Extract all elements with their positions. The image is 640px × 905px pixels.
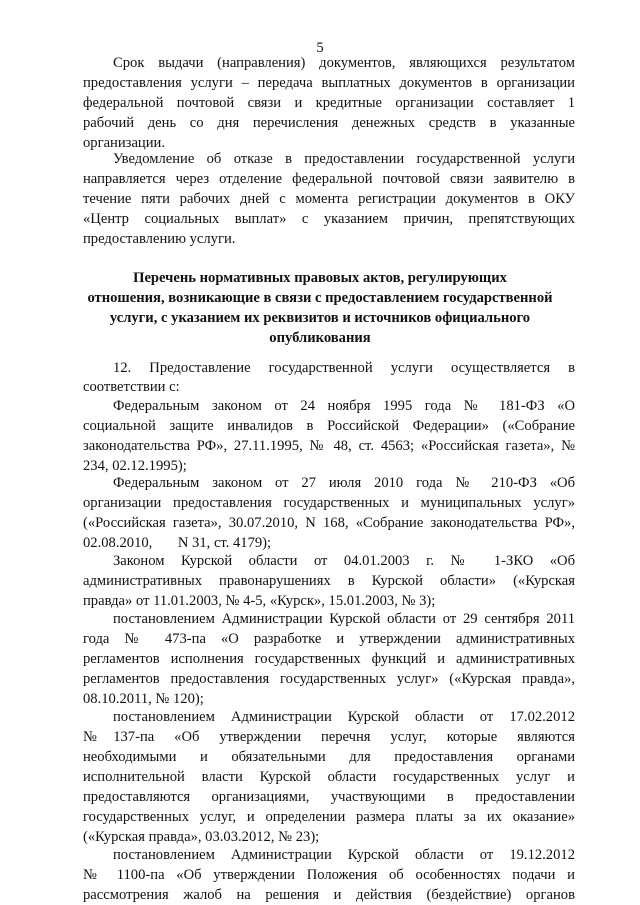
text-line: №137-па «Об утверждении перечня услуг, которые являются bbox=[83, 729, 575, 745]
text-line: Срок выдачи (направления) документов, являющихся результатом bbox=[113, 55, 575, 71]
text-line: необходимыми и обязательными для предоставления органами bbox=[83, 749, 575, 765]
text-line: опубликования bbox=[269, 330, 371, 346]
text-line: («Российская газета», 30.07.2010, N 168, «Собрание законодательства РФ», bbox=[83, 515, 575, 531]
page-number: 5 bbox=[316, 40, 324, 56]
text-line: административных правонарушениях в Курской области» («Курская bbox=[83, 573, 575, 589]
text-line: («Курская правда», 03.03.2012, № 23); bbox=[83, 829, 320, 845]
text-line: рассмотрения жалоб на решения и действия (бездействие) органов bbox=[83, 887, 575, 903]
text-line: рабочий день со дня перечисления денежных средств в указанные bbox=[83, 115, 575, 131]
text-line: 08.10.2011, № 120); bbox=[83, 691, 204, 707]
text-line: законодательства РФ», 27.11.1995, № 48, ст. 4563; «Российская газета», № bbox=[83, 438, 575, 454]
text-line: 234, 02.12.1995); bbox=[83, 458, 187, 474]
text-line: Перечень нормативных правовых актов, регулирующих bbox=[133, 270, 507, 286]
text-line: Законом Курской области от 04.01.2003 г. № 1-ЗКО «Об bbox=[113, 553, 575, 569]
text-line: регламентов предоставления государственных услуг» («Курская правда», bbox=[83, 671, 575, 687]
text-line: федеральной почтовой связи и кредитные организации составляет 1 bbox=[83, 95, 575, 111]
text-line: предоставлению услуги. bbox=[83, 231, 236, 247]
text-line: постановлением Администрации Курской области от 19.12.2012 bbox=[113, 847, 575, 863]
text-line: предоставления услуги – передача выплатных документов в организации bbox=[83, 75, 575, 91]
text-line: Уведомление об отказе в предоставлении государственной услуги bbox=[113, 151, 575, 167]
text-line: соответствии с: bbox=[83, 379, 180, 395]
text-line: Федеральным законом от 27 июля 2010 года № 210-ФЗ «Об bbox=[113, 475, 575, 491]
text-line: регламентов исполнения государственных функций и административных bbox=[83, 651, 575, 667]
text-line: года № 473-па «О разработке и утверждении административных bbox=[83, 631, 575, 647]
text-line: государственных услуг, и определении размера платы за их оказание» bbox=[83, 809, 575, 825]
text-line: услуги, с указанием их реквизитов и источников официального bbox=[109, 310, 531, 326]
text-line: предоставляются организациями, участвующими в предоставлении bbox=[83, 789, 575, 805]
text-line: организации. bbox=[83, 135, 165, 151]
text-line: направляется через отделение федеральной почтовой связи заявителю в bbox=[83, 171, 575, 187]
text-line: № 1100-па «Об утверждении Положения об особенностях подачи и bbox=[83, 867, 575, 883]
text-line: «Центр социальных выплат» с указанием причин, препятствующих bbox=[83, 211, 575, 227]
text-line: постановлением Администрации Курской области от 29 сентября 2011 bbox=[113, 611, 575, 627]
text-line: исполнительной власти Курской области государственных услуг и bbox=[83, 769, 575, 785]
text-line: организации предоставления государственных и муниципальных услуг» bbox=[83, 495, 575, 511]
text-line: 12. Предоставление государственной услуги осуществляется в bbox=[113, 360, 575, 376]
text-line: постановлением Администрации Курской области от 17.02.2012 bbox=[113, 709, 575, 725]
text-line: социальной защите инвалидов в Российской Федерации» («Собрание bbox=[83, 418, 575, 434]
text-line: Федеральным законом от 24 ноября 1995 года № 181-ФЗ «О bbox=[113, 398, 575, 414]
text-line: отношения, возникающие в связи с предоставлением государственной bbox=[87, 290, 553, 306]
text-line: правда» от 11.01.2003, № 4-5, «Курск», 15.01.2003, № 3); bbox=[83, 593, 436, 609]
text-line: течение пяти рабочих дней с момента регистрации документов в ОКУ bbox=[83, 191, 575, 207]
text-line: 02.08.2010, N 31, ст. 4179); bbox=[83, 535, 272, 551]
